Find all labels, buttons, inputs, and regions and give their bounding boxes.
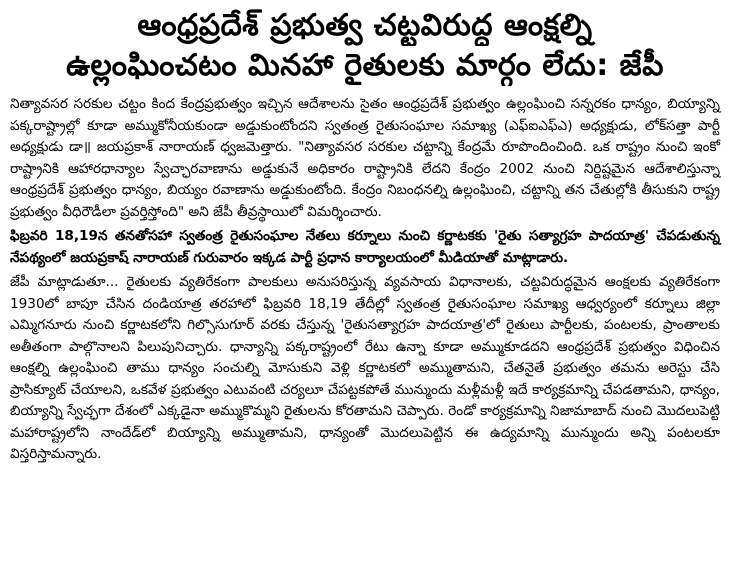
paragraph-1: నిత్యావసర సరకుల చట్టం కింద కేంద్రప్రభుత్వం ఇచ్చిన ఆదేశాలను సైతం ఆంధ్రప్రదేశ్ ప్రభుత్వం ఉల్లంఘించి సన్నరకం ధాన్యం, బియ్యాన్ని పక్కరాష్ట్రాల్లో కూడా అమ్ముకోనీయకుండా అడ్డుకుంటోందని స్వతంత్ర రైతుసంఘాల సమాఖ్య (ఎఫ్ఐఎఫ్ఎ) అధ్యక్షుడు, లోక్‌సత్తా పార్టీ అధ్యక్షుడు డా॥ జయప్రకాశ్ నారాయణ్ ధ్వజమెత్తారు. "నిత్యావసర సరకుల చట్టాన్ని కేంద్రమే రూపొందించింది. ఒక రాష్ట్రం నుంచి ఇంకో రాష్ట్రానికి ఆహారధాన్యాల స్వేచ్ఛారవాణాను అడ్డుకునే అధికారం రాష్ట్రానికి లేదని కేంద్రం 2002 నుంచి నిర్దిష్టమైన ఆదేశాలిస్తున్నా ఆంధ్రప్రదేశ్ ప్రభుత్వం ధాన్యం, బియ్యం రవాణాను అడ్డుకుంటోంది. కేంద్రం నిబంధనల్ని ఉల్లంఘించి, చట్టాన్ని తన చేతుల్లోకి తీసుకుని రాష్ట్ర ప్రభుత్వం వీధిరౌడీలా ప్రవర్తిస్తోంది" అని జేపీ తీవ్రస్థాయిలో విమర్శించారు. bbox=[10, 96, 720, 220]
paragraph-3: జేపీ మాట్లాడుతూ... రైతులకు వ్యతిరేకంగా పాలకులు అనుసరిస్తున్న వ్యవసాయ విధానాలకు, చట్టవిరుద్ధమైన ఆంక్షలకు వ్యతిరేకంగా 1930లో బాపూ చేసిన దండియాత్ర తరహాలో ఫిబ్రవరి 18,19 తేదీల్లో స్వతంత్ర రైతుసంఘాల సమాఖ్య ఆధ్వర్యంలో కర్నూలు జిల్లా ఎమ్మిగనూరు నుంచి కర్ణాటకలోని గిల్సొసుగూర్ వరకు చేస్తున్న 'రైతుసత్యాగ్రహ పాదయాత్ర'లో రైతులు పార్టీలకు, పంటలకు, ప్రాంతాలకు అతీతంగా పాల్గొనాలని పిలుపునిచ్చారు. ధాన్యాన్ని పక్కరాష్ట్రంలో రేటు ఉన్నా కూడా అమ్ముకూడదని ఆంధ్రప్రదేశ్ ప్రభుత్వం విధించిన ఆంక్షల్ని ఉల్లంఘించి తాము ధాన్యం సంచుల్ని మోసుకుని వెళ్లి కర్ణాటకలో అమ్ముతామని, చేతనైతే ప్రభుత్వం తమను అరెస్టు చేసి ప్రాసిక్యూట్ చేయాలని, ఒకవేళ ప్రభుత్వం ఎటువంటి చర్యలూ చేపట్టకపోతే మున్ముందు మళ్లీమళ్లీ ఇదే కార్యక్రమాన్ని చేపడతామని, ధాన్యం, బియ్యాన్ని స్వేచ్ఛగా దేశంలో ఎక్కడైనా అమ్ముకొమ్మని రైతులను కోరతామని చెప్పారు. రెండో కార్యక్రమాన్ని నిజామాబాద్ నుంచి మొదలుపెట్టి మహారాష్ట్రలోని నాందేడ్‌లో బియ్యాన్ని అమ్ముతామని, ధాన్యంతో మొదలుపెట్టిన ఈ ఉద్యమాన్ని మున్ముందు అన్ని పంటలకూ విస్తరిస్తామన్నారు. bbox=[10, 274, 720, 462]
article-body bbox=[10, 94, 720, 466]
headline-line-1: ఆంధ్రప్రదేశ్ ప్రభుత్వ చట్టవిరుద్ధ ఆంక్షల్ని bbox=[137, 8, 593, 43]
paragraph-2: ఫిబ్రవరి 18,19న తనతోసహా స్వతంత్ర రైతుసంఘాల నేతలు కర్నూలు నుంచి కర్ణాటకకు 'రైతు సత్యాగ్రహ పాదయాత్ర' చేపడుతున్న నేపథ్యంలో జయప్రకాష్ నారాయణ్ గురువారం ఇక్కడ పార్టీ ప్రధాన కార్యాలయంలో మీడియాతో మాట్లాడారు. bbox=[10, 228, 720, 266]
headline-line-2: ఉల్లంఘించటం మినహా రైతులకు మార్గం లేదు: జేపీ bbox=[66, 48, 664, 83]
